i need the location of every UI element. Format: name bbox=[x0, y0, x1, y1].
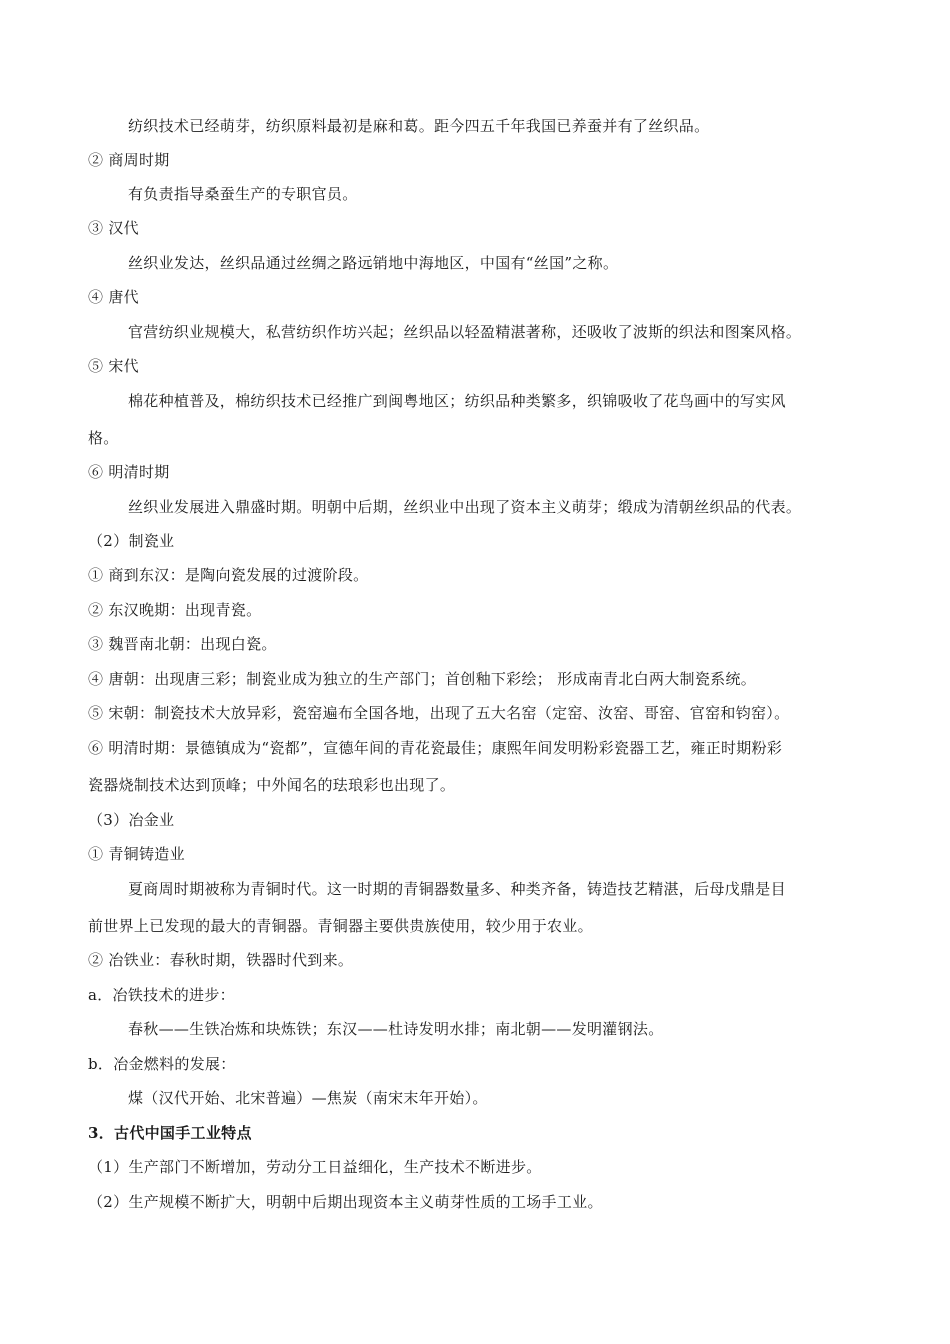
subsection-heading: ② 冶铁业：春秋时期，铁器时代到来。 bbox=[88, 951, 354, 969]
subsection-heading: ⑥ 明清时期 bbox=[88, 463, 170, 481]
list-item-continuation: 瓷器烧制技术达到顶峰；中外闻名的珐琅彩也出现了。 bbox=[88, 776, 456, 794]
subsection-heading: ④ 唐代 bbox=[88, 288, 139, 306]
list-item: （1）生产部门不断增加，劳动分工日益细化，生产技术不断进步。 bbox=[88, 1158, 542, 1176]
section-heading: 3．古代中国手工业特点 bbox=[88, 1124, 252, 1142]
paragraph-text: 棉花种植普及，棉纺织技术已经推广到闽粤地区；纺织品种类繁多，织锦吸收了花鸟画中的写实风 bbox=[128, 392, 786, 410]
list-item: （2）生产规模不断扩大，明朝中后期出现资本主义萌芽性质的工场手工业。 bbox=[88, 1193, 603, 1211]
paragraph-text: 前世界上已发现的最大的青铜器。青铜器主要供贵族使用，较少用于农业。 bbox=[88, 917, 593, 935]
subsection-heading: ⑤ 宋代 bbox=[88, 357, 139, 375]
paragraph-text: 有负责指导桑蚕生产的专职官员。 bbox=[128, 185, 358, 203]
paragraph-text: 春秋——生铁冶炼和块炼铁；东汉——杜诗发明水排；南北朝——发明灌钢法。 bbox=[128, 1020, 664, 1038]
paragraph-text: 格。 bbox=[88, 429, 119, 447]
list-item: ③ 魏晋南北朝：出现白瓷。 bbox=[88, 635, 277, 653]
subsection-heading: ① 青铜铸造业 bbox=[88, 845, 185, 863]
list-item: b．冶金燃料的发展： bbox=[88, 1055, 236, 1073]
list-item: ⑥ 明清时期：景德镇成为“瓷都”，宣德年间的青花瓷最佳；康熙年间发明粉彩瓷器工艺，雍正时期粉彩 bbox=[88, 739, 783, 757]
list-item: ① 商到东汉：是陶向瓷发展的过渡阶段。 bbox=[88, 566, 369, 584]
section-heading: （2）制瓷业 bbox=[88, 532, 175, 550]
paragraph-text: 丝织业发达，丝织品通过丝绸之路远销地中海地区，中国有“丝国”之称。 bbox=[128, 254, 619, 272]
subsection-heading: ③ 汉代 bbox=[88, 219, 139, 237]
list-item: a．冶铁技术的进步： bbox=[88, 986, 235, 1004]
paragraph-text: 纺织技术已经萌芽，纺织原料最初是麻和葛。距今四五千年我国已养蚕并有了丝织品。 bbox=[128, 117, 710, 135]
paragraph-text: 夏商周时期被称为青铜时代。这一时期的青铜器数量多、种类齐备，铸造技艺精湛，后母戊鼎是目 bbox=[128, 880, 786, 898]
paragraph-text: 煤（汉代开始、北宋普遍）—焦炭（南宋末年开始）。 bbox=[128, 1089, 488, 1107]
paragraph-text: 丝织业发展进入鼎盛时期。明朝中后期，丝织业中出现了资本主义萌芽；缎成为清朝丝织品的代表。 bbox=[128, 498, 802, 516]
section-heading: （3）冶金业 bbox=[88, 811, 175, 829]
list-item: ④ 唐朝：出现唐三彩；制瓷业成为独立的生产部门；首创釉下彩绘； 形成南青北白两大制瓷系统。 bbox=[88, 670, 757, 688]
list-item: ⑤ 宋朝：制瓷技术大放异彩，瓷窑遍布全国各地，出现了五大名窑（定窑、汝窑、哥窑、官窑和钧窑）。 bbox=[88, 704, 790, 722]
paragraph-text: 官营纺织业规模大，私营纺织作坊兴起；丝织品以轻盈精湛著称，还吸收了波斯的织法和图案风格。 bbox=[128, 323, 802, 341]
list-item: ② 东汉晚期：出现青瓷。 bbox=[88, 601, 262, 619]
subsection-heading: ② 商周时期 bbox=[88, 151, 170, 169]
